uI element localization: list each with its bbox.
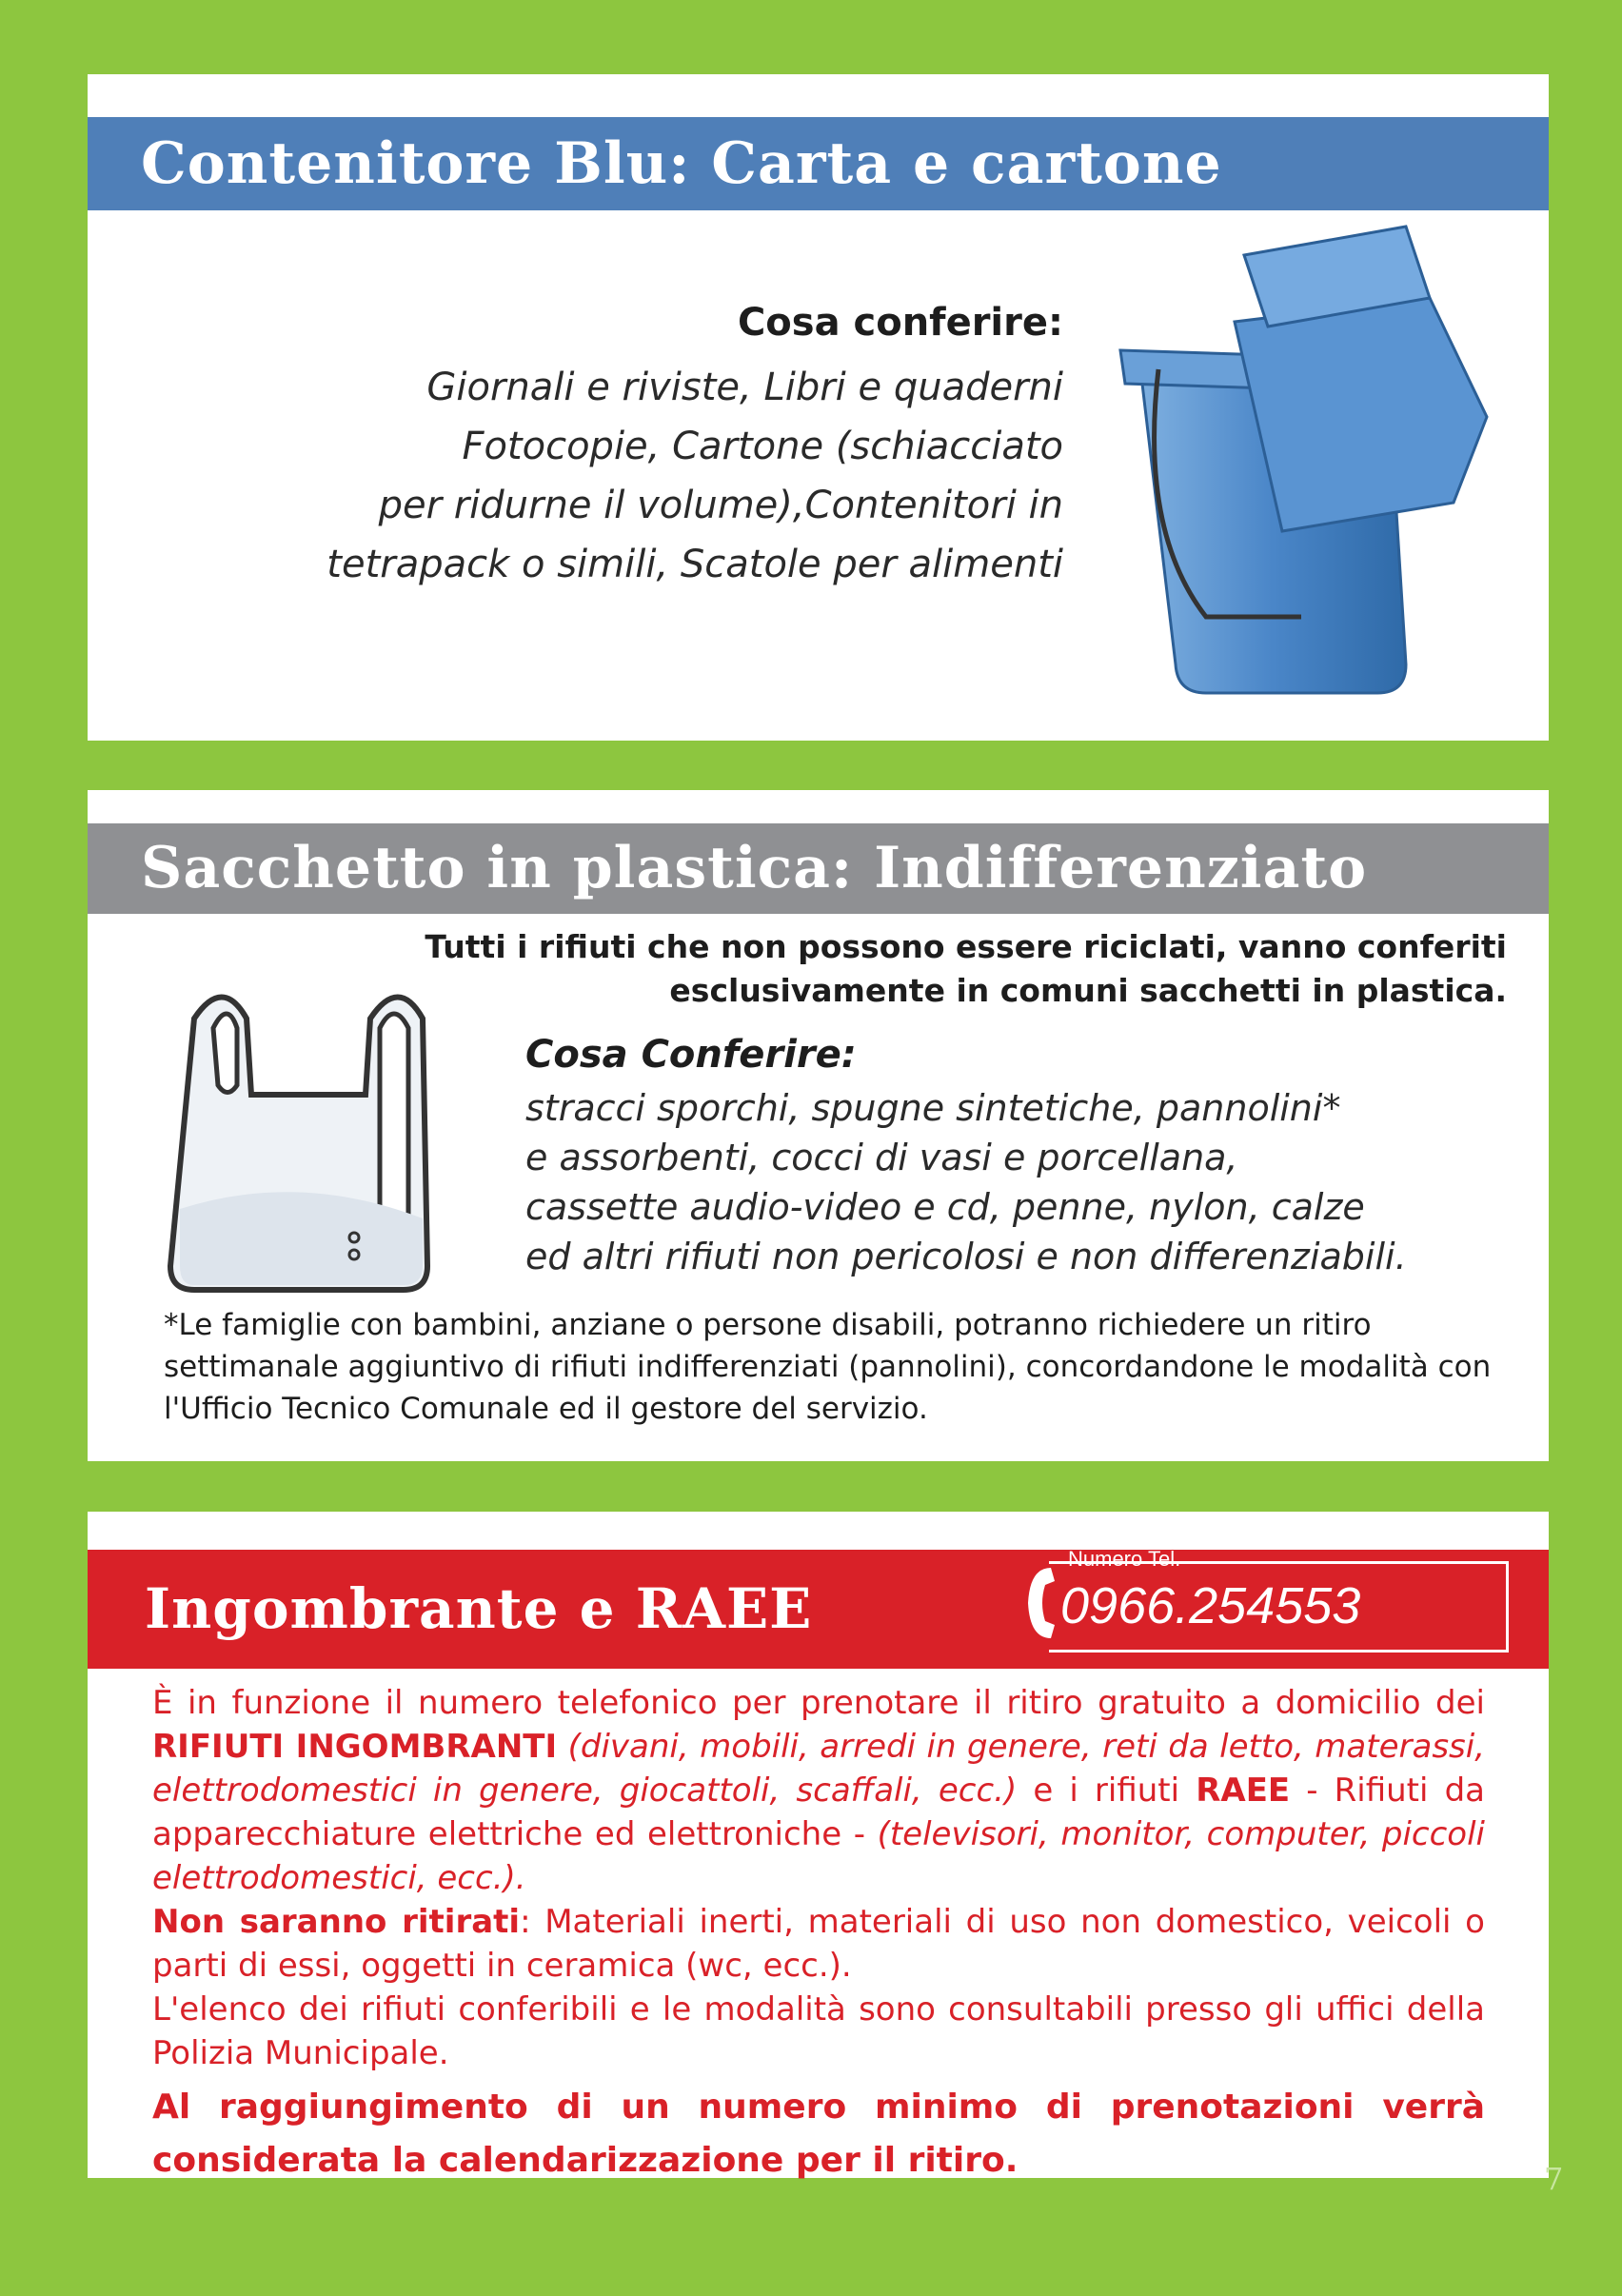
- plastic-bag-item: e assorbenti, cocci di vasi e porcellana,: [525, 1137, 1238, 1178]
- plastic-bag-item: cassette audio-video e cd, penne, nylon, calze: [525, 1186, 1365, 1228]
- bulky-closing: Al raggiungimento di un numero minimo di prenotazioni verrà considerata la calendarizzazione per il ritiro.: [152, 2088, 1485, 2180]
- bulky-paragraph: [152, 1681, 1485, 1900]
- bulky-italic-text: (divani, mobili, arredi in genere, reti da letto, materassi, elettrodomestici in genere, giocattoli, scaffali, ecc.): [152, 1728, 1486, 1810]
- plastic-bag-title: Sacchetto in plastica: Indifferenziato: [88, 823, 1549, 914]
- bulky-text: : Materiali inerti, materiali di uso non domestico, veicoli o parti di essi, oggetti in ceramica (wc, ecc.).: [152, 1903, 1485, 1985]
- blue-bin-item: tetrapack o simili, Scatole per alimenti: [326, 543, 1063, 586]
- plastic-bag-intro: [365, 925, 1507, 1013]
- blue-bin-title: Contenitore Blu: Carta e cartone: [88, 117, 1549, 210]
- plastic-bag-items: [525, 1083, 1534, 1281]
- plastic-bag-item: stracci sporchi, spugne sintetiche, pannolini*: [525, 1087, 1341, 1129]
- blue-bin-icon: [1101, 217, 1511, 750]
- plastic-bag-heading: Cosa Conferire:: [525, 1033, 857, 1077]
- blue-bin-items: [207, 358, 1063, 594]
- bulky-text: e i rifiuti: [1017, 1771, 1197, 1810]
- bulky-bold-text: RIFIUTI INGOMBRANTI: [152, 1728, 558, 1766]
- blue-bin-item: Fotocopie, Cartone (schiacciato: [462, 425, 1063, 468]
- plastic-bag-item: ed altri rifiuti non pericolosi e non differenziabili.: [525, 1236, 1407, 1277]
- bulky-text: - Rifiuti da apparecchiature elettriche ed elettroniche -: [152, 1771, 1485, 1853]
- bulky-bold-text: RAEE: [1196, 1771, 1291, 1810]
- plastic-bag-intro-line: esclusivamente in comuni sacchetti in plastica.: [669, 972, 1507, 1009]
- bulky-paragraph: [152, 1900, 1485, 1988]
- page-number: 7: [1544, 2161, 1564, 2197]
- bulky-italic-text: (televisori, monitor, computer, piccoli elettrodomestici, ecc.).: [152, 1815, 1485, 1897]
- blue-bin-heading: Cosa conferire:: [737, 301, 1063, 345]
- blue-bin-item: per ridurne il volume),Contenitori in: [378, 484, 1063, 527]
- bulky-paragraph: L'elenco dei rifiuti conferibili e le modalità sono consultabili presso gli uffici della Polizia Municipale.: [152, 1990, 1485, 2072]
- blue-bin-item: Giornali e riviste, Libri e quaderni: [426, 366, 1063, 409]
- bulky-waste-panel: [88, 1512, 1549, 2178]
- bulky-text: È in funzione il numero telefonico per prenotare il ritiro gratuito a domicilio dei: [152, 1684, 1485, 1722]
- phone-label: Numero Tel.: [1068, 1547, 1181, 1571]
- plastic-bag-icon: [137, 980, 489, 1304]
- plastic-bag-intro-line: Tutti i rifiuti che non possono essere riciclati, vanno conferiti: [425, 928, 1507, 965]
- bulky-waste-text: [152, 1681, 1485, 2187]
- plastic-bag-footnote: *Le famiglie con bambini, anziane o persone disabili, potranno richiedere un ritiro settimanale aggiuntivo di rifiuti indifferenziati (pannolini), concordandone le modalità con l'Ufficio Tecnico Comunale ed il gestore del servizio.: [164, 1308, 1492, 1426]
- bulky-waste-bar: [88, 1547, 1549, 1669]
- phone-icon: [1022, 1564, 1058, 1642]
- bulky-bold-text: Non saranno ritirati: [152, 1903, 521, 1941]
- phone-box: [1049, 1547, 1509, 1653]
- blue-bin-panel: [88, 74, 1549, 741]
- plastic-bag-panel: [88, 790, 1549, 1461]
- bulky-waste-title: Ingombrante e RAEE: [145, 1576, 813, 1641]
- phone-number[interactable]: 0966.254553: [1060, 1577, 1361, 1634]
